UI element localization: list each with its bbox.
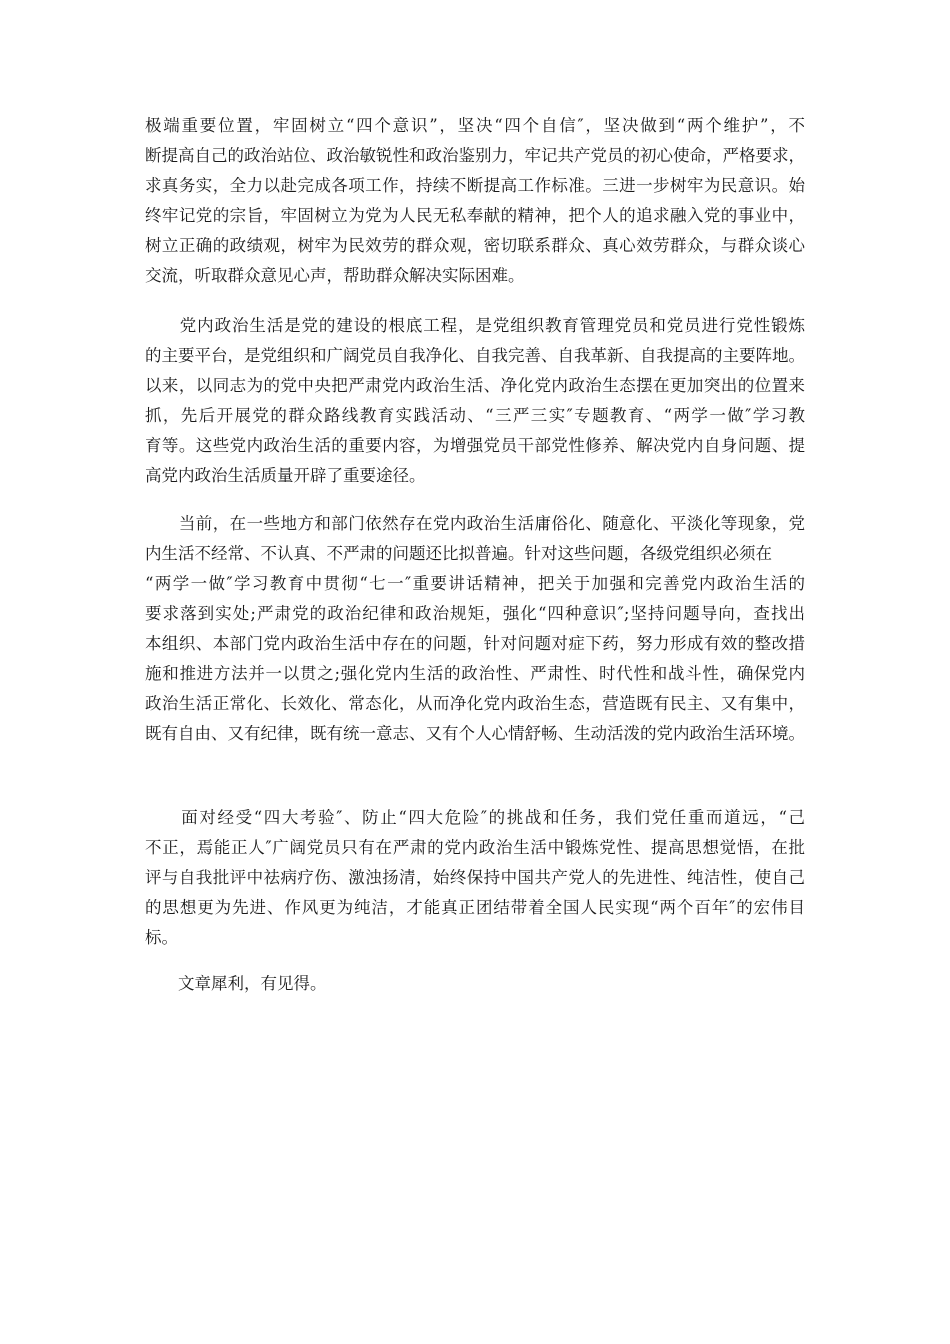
text-line: 求真务实，全力以赴完成各项工作，持续不断提高工作标准。三进一步树牢为民意识。始 xyxy=(145,176,805,195)
text-line: 的主要平台，是党组织和广阔党员自我净化、自我完善、自我革新、自我提高的主要阵地。 xyxy=(145,346,805,365)
text-line: 本组织、本部门党内政治生活中存在的问题，针对问题对症下药，努力形成有效的整改措 xyxy=(145,634,805,653)
text-line: 树立正确的政绩观，树牢为民效劳的群众观，密切联系群众、真心效劳群众，与群众谈心 xyxy=(145,236,805,255)
text-line: 高党内政治生活质量开辟了重要途径。 xyxy=(145,466,426,485)
text-line: 评与自我批评中祛病疗伤、激浊扬清，始终保持中国共产党人的先进性、纯洁性，使自己 xyxy=(145,868,805,887)
text-line: 标。 xyxy=(145,928,178,947)
paragraph-1 xyxy=(145,111,805,291)
text-line: 党内政治生活是党的建设的根底工程，是党组织教育管理党员和党员进行党性锻炼 xyxy=(145,316,805,335)
text-line: 当前，在一些地方和部门依然存在党内政治生活庸俗化、随意化、平淡化等现象，党 xyxy=(145,514,805,533)
text-line: 不正，焉能正人″广阔党员只有在严肃的党内政治生活中锻炼党性、提高思想觉悟，在批 xyxy=(145,838,805,857)
text-line: 以来，以同志为的党中央把严肃党内政治生活、净化党内政治生态摆在更加突出的位置来 xyxy=(145,376,805,395)
text-line: “两学一做″学习教育中贯彻“七一″重要讲话精神，把关于加强和完善党内政治生活的 xyxy=(145,574,805,593)
text-line: 既有自由、又有纪律，既有统一意志、又有个人心情舒畅、生动活泼的党内政治生活环境。 xyxy=(145,724,805,743)
text-line: 面对经受“四大考验″、防止“四大危险″的挑战和任务，我们党任重而道远，“己 xyxy=(145,808,805,827)
text-line: 内生活不经常、不认真、不严肃的问题还比拟普遍。针对这些问题，各级党组织必须在 xyxy=(145,544,772,563)
text-line: 抓，先后开展党的群众路线教育实践活动、“三严三实″专题教育、“两学一做″学习教 xyxy=(145,406,805,425)
paragraph-2 xyxy=(145,311,805,491)
text-line: 的思想更为先进、作风更为纯洁，才能真正团结带着全国人民实现“两个百年″的宏伟目 xyxy=(145,898,805,917)
text-line: 文章犀利，有见得。 xyxy=(145,974,327,993)
text-line: 交流，听取群众意见心声，帮助群众解决实际困难。 xyxy=(145,266,525,285)
paragraph-4 xyxy=(145,803,805,953)
text-line: 要求落到实处;严肃党的政治纪律和政治规矩，强化“四种意识″;坚持问题导向，查找出 xyxy=(145,604,805,623)
text-line: 终牢记党的宗旨，牢固树立为党为人民无私奉献的精神，把个人的追求融入党的事业中， xyxy=(145,206,805,225)
text-line: 政治生活正常化、长效化、常态化，从而净化党内政治生态，营造既有民主、又有集中， xyxy=(145,694,805,713)
text-line: 育等。这些党内政治生活的重要内容，为增强党员干部党性修养、解决党内自身问题、提 xyxy=(145,436,805,455)
text-line: 断提高自己的政治站位、政治敏锐性和政治鉴别力，牢记共产党员的初心使命，严格要求， xyxy=(145,146,805,165)
paragraph-3 xyxy=(145,509,805,749)
text-line: 施和推进方法并一以贯之;强化党内生活的政治性、严肃性、时代性和战斗性，确保党内 xyxy=(145,664,805,683)
paragraph-5 xyxy=(145,969,805,999)
text-line: 极端重要位置，牢固树立“四个意识”，坚决“四个自信″，坚决做到“两个维护”，不 xyxy=(145,116,805,135)
